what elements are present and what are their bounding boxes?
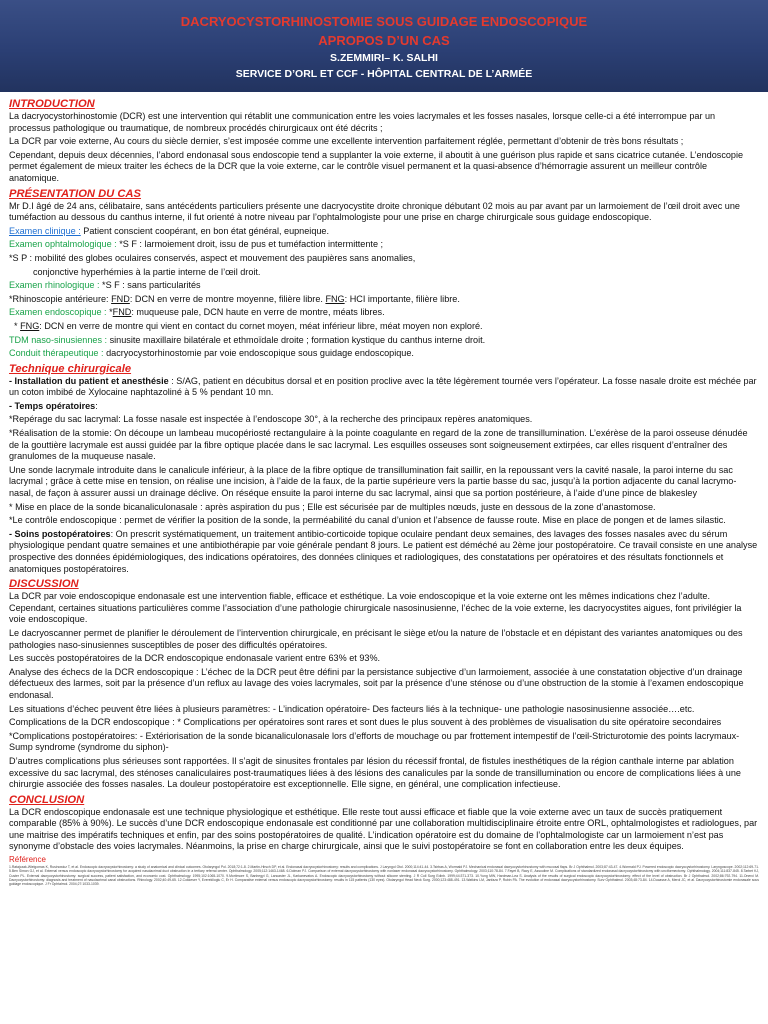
references-list: 1.Ratajczak-Wielgomas K, Rusinowicz T, et al. Endoscopic dacryocystorhinostomy: a study of anatomical and clinical outcomes. Otolaryngol Pol. 2018;72:1-8. 2.Martin-Hirsch DP, et al. Endonasal dacryocystorhinostomy: results and complications. J Laryngol Otol. 2000;114:41-44. 3.Tsirbas A, Wormald PJ. Mechanical endonasal dacryocystorhinostomy with mucosal flaps. Br J Ophthalmol. 2003;87:43-47. 4.Wormald PJ. Powered endoscopic dacryocystorhinostomy. Laryngoscope. 2002;112:69-71. 5.Ben Simon GJ, et al. External versus endoscopic dacryocystorhinostomy for acquired nasolacrimal duct obstruction in a tertiary referral center. Ophthalmology. 2005;112:1463-1468. 6.Dolman PJ. Comparison of external dacryocystorhinostomy with nonlaser endonasal dacryocystorhinostomy. Ophthalmology. 2003;110:78-84. 7.Fayet B, Racy E, Assouline M. Complications of standardized endonasal dacryocystorhinostomy with unciformectomy. Ophthalmology. 2004;111:837-845. 8.Tarbet KJ, Custer PL. External dacryocystorhinostomy: surgical success, patient satisfaction, and economic cost. Ophthalmology. 1995;102:1065-1070. 9.Mortimore S, Banhegyi G, Lancaster JL, Karkanevatos A. Endoscopic dacryocystorhinostomy without silicone stenting. J R Coll Surg Edinb. 1999;44:371-373. 10.Yung MW, Hardman-Lea S. Analysis of the results of surgical endoscopic dacryocystorhinostomy: effect of the level of obstruction. Br J Ophthalmol. 2002;86:792-794. 11.Onerci M. Dacryocystorhinostomy: diagnosis and treatment of nasolacrimal canal obstructions. Rhinology. 2002;40:49-65. 12.Cokkeser Y, Evereklioglu C, Er H. Comparative external versus endoscopic dacryocystorhinostomy: results in 115 patients (130 eyes). Otolaryngol Head Neck Surg. 2000;123:488-491. 13.Watkins LM, Janfaza P, Rubin PA. The evolution of endonasal dacryocystorhinostomy. Surv Ophthalmol. 2003;48:73-84. 14.Ducasse A, Merol JC, et al. Dacryocystorhinostomie endonasale sous guidage endoscopique. J Fr Ophtalmol. 2004;27:1033-1039. bbox=[9, 865, 759, 887]
installation-text: : S/AG, patient en décubitus dorsal et en position proclive avec la tête légèrement tournée vers l’opérateur. La fosse nasale droite est méchée par un coton imbibé de Xylocaine naphtazoliné à 5 % pendant 10 mn. bbox=[9, 375, 757, 398]
fnd-label: FND bbox=[112, 307, 132, 318]
discussion-paragraph-2: Le dacryoscanner permet de planifier le déroulement de l’intervention chirurgicale, en précisant le siège et/ou la nature de l’obstacle et en dépistant des variantes anatomiques ou des pathologies naso-sinusiennes susceptibles de poser des difficultés opératoires. bbox=[9, 627, 743, 650]
soins-postoperatoires bbox=[9, 529, 759, 575]
installation-patient bbox=[9, 376, 759, 399]
endo-fng-bullet: * bbox=[14, 320, 21, 331]
discussion-paragraph-8: D’autres complications plus sérieuses sont rapportées. Il s’agit de sinusites frontales par lésion du récessif frontal, de fistules inesthétiques de la région canthale interne par ablation excessive du sac lacrymal, des sténoses canaliculaires post-traumatiques liées à des lésions des canalicules par la sonde de transillumination ou encore de complications liées à une chirurgie associée des fosses nasales. La douleur postopératoire est exceptionnelle. Elle signe, en général, une complication infectieuse. bbox=[9, 755, 741, 790]
technique-paragraph-2: *Réalisation de la stomie: On découpe un lambeau mucopériosté rectangulaire à la pointe coagulante en regard de la zone de transillumination. L’exérèse de la paroi osseuse dénudée de la gouttière lacrymale est aussi guidée par la fibre optique placée dans le sac lacrymal. Les esquilles osseuses sont soigneusement extirpées, car elles risquent d’entraîner des granulomes de la muqueuse nasale. bbox=[9, 428, 748, 462]
discussion-paragraph-3: Les succès postopératoires de la DCR endoscopique endonasale varient entre 63% et 93%. bbox=[9, 653, 381, 664]
examen-clinique bbox=[9, 226, 759, 238]
section-heading-discussion: DISCUSSION bbox=[9, 578, 79, 591]
discussion-paragraph-7: *Complications postopératoires: - Extériorisation de la sonde bicanaliculonasale lors d’efforts de mouchage ou par frottement intempestif de l’œil-Stricturotomie des points lacrymaux-Sump syndrome (syndrome du siphon)- bbox=[9, 730, 740, 753]
examen-rhino-text: *S F : sans particularités bbox=[99, 280, 201, 291]
poster-header bbox=[0, 0, 768, 92]
examen-rhino-label: Examen rhinologique : bbox=[9, 280, 100, 291]
signes-physiques: *S P : mobilité des globes oculaires conservés, aspect et mouvement des paupières sans anomalies, bbox=[9, 252, 416, 263]
rhinoscopie-anterieure bbox=[9, 294, 759, 306]
authors: S.ZEMMIRI– K. SALHI bbox=[330, 52, 438, 64]
examen-ophtalmo-text: *S F : larmoiement droit, issu de pus et tuméfaction intermittente ; bbox=[116, 239, 384, 250]
section-heading-conclusion: CONCLUSION bbox=[9, 793, 85, 806]
examen-rhino bbox=[9, 280, 759, 292]
technique-paragraph-1: *Repérage du sac lacrymal: La fosse nasale est inspectée à l’endoscope 30°, à la recherche des principaux repères anatomiques. bbox=[9, 414, 533, 425]
endo-bullet: * bbox=[106, 307, 113, 318]
conduit-label: Conduit thérapeutique : bbox=[9, 348, 104, 359]
examen-endo-label: Examen endoscopique : bbox=[9, 307, 107, 318]
discussion-paragraph-5: Les situations d’échec peuvent être liées à plusieurs paramètres: - L’indication opératoire- Des facteurs liés à la technique- une pathologie nasosinusienne associée….etc. bbox=[9, 703, 695, 714]
poster-body bbox=[0, 92, 768, 887]
examen-clinique-text: Patient conscient coopérant, en bon état général, eupneique. bbox=[80, 225, 330, 236]
installation-label: - Installation du patient et anesthésie bbox=[9, 375, 169, 386]
examen-clinique-label: Examen clinique : bbox=[9, 225, 81, 236]
conjonctive-text: conjonctive hyperhémies à la partie interne de l’œil droit. bbox=[33, 266, 261, 277]
poster-subtitle: APROPOS D’UN CAS bbox=[318, 33, 450, 48]
examen-ophtalmo-label: Examen ophtalmologique : bbox=[9, 239, 117, 250]
examen-ophtalmo bbox=[9, 239, 759, 251]
intro-paragraph-1: La dacryocystorhinostomie (DCR) est une intervention qui rétablit une communication entre les voies lacrymales et les fosses nasales, lorsque celle-ci a été interrompue par un processus pathologique ou traumatique, de nombreux procédés chirurgicaux ont été décrits ; bbox=[9, 111, 716, 133]
rhinoscopie-label: *Rhinoscopie antérieure: bbox=[9, 293, 112, 304]
section-heading-cas: PRÉSENTATION DU CAS bbox=[9, 187, 141, 200]
cas-paragraph-1: Mr D.I âgé de 24 ans, célibataire, sans antécédents particuliers présente une dacryocystite droite chronique débutant 02 mois au par avant par un larmoiement de l’œil droit avec une tuméfaction au dessous du canthus interne, il fut orienté à notre niveau par l’ophtalmologiste pour une prise en charge chirurgicale sous guidage endoscopique. bbox=[9, 200, 740, 223]
intro-paragraph-3: Cependant, depuis deux décennies, l’abord endonasal sous endoscopie tend a supplanter la voie externe, il aboutit à une guérison plus rapide et sans cicatrice cutanée. L’endoscopie permet également de mieux traiter les échecs de la DCR que la voie externe, car le contrôle visuel permanent et la quasi-absence d’hémorragie assurent un meilleur contrôle anatomique. bbox=[9, 149, 744, 183]
temps-label: - Temps opératoires bbox=[9, 400, 96, 411]
soins-label: - Soins postopératoires bbox=[9, 528, 111, 539]
endo-fng bbox=[9, 321, 759, 333]
references-heading: Référence bbox=[9, 855, 46, 865]
discussion-paragraph-6: Complications de la DCR endoscopique : * Complications per opératoires sont rares et sont dues le plus souvent à des problèmes de visualisation du site opératoire secondaires bbox=[9, 717, 722, 728]
conclusion-paragraph: La DCR endoscopique endonasale est une technique physiologique et esthétique. Elle reste tout aussi efficace et fiable que la voie externe avec un taux de succès pratiquement comparable (85% à 90%). Le succès d’une DCR endoscopique endonasale est conditionné par une collaboration multidisciplinaire étroite entre ORL, ophtalmologistes et radiologues, par une maitrise des impératifs techniques et enfin, par des soins postopératoires de qualité. L’indication opératoire est du domaine de l’ophtalmologiste car un larmoiement n’est pas synonyme d’obstacle des voies lacrymales. Néanmoins, la prise en charge chirurgicale, ainsi que le suivi postopératoire se font en collaboration entre les deux équipes. bbox=[9, 806, 758, 852]
section-heading-technique: Technique chirurgicale bbox=[9, 362, 132, 375]
section-heading-introduction: INTRODUCTION bbox=[9, 98, 95, 110]
fng-text: : HCI importante, filière libre. bbox=[344, 293, 460, 304]
conduit-therapeutique bbox=[9, 348, 759, 360]
technique-paragraph-4: * Mise en place de la sonde bicanaliculonasale : après aspiration du pus ; Elle est sécurisée par de multiples nœuds, juste en dessous de la zone d’anastomose. bbox=[9, 501, 656, 512]
endo-fng-text: : DCN en verre de montre qui vient en contact du cornet moyen, méat inférieur libre, méat moyen non exploré. bbox=[39, 320, 483, 331]
fnd-text: : DCN en verre de montre moyenne, filière libre. bbox=[129, 293, 326, 304]
tdm-text: sinusite maxillaire bilatérale et ethmoïdale droite ; formation kystique du canthus interne droit. bbox=[107, 334, 486, 345]
tdm-label: TDM naso-sinusiennes : bbox=[9, 334, 108, 345]
endo-fnd-text: : muqueuse pale, DCN haute en verre de montre, méats libres. bbox=[131, 307, 385, 318]
fng-label: FNG bbox=[325, 293, 345, 304]
discussion-paragraph-1: La DCR par voie endoscopique endonasale est une intervention fiable, efficace et esthétique. La voie endoscopique et la voie externe ont les mêmes indications chez l’adulte. Cependant, certaines situations particulières comme l’association d’une pathologie chirurgicale nasosinusienne, l’échec de la voie externe, les dacryocystites aigues, font privilégier la voie endoscopique. bbox=[9, 591, 742, 625]
tdm-naso-sinusiennes bbox=[9, 335, 759, 347]
poster-title: DACRYOCYSTORHINOSTOMIE SOUS GUIDAGE ENDOSCOPIQUE bbox=[180, 14, 588, 29]
temps-operatoires bbox=[9, 401, 759, 413]
intro-paragraph-2: La DCR par voie externe, Au cours du siècle dernier, s’est imposée comme une excellente intervention parfaitement réglée, permettant d’obtenir de très bons résultats ; bbox=[9, 136, 684, 147]
examen-endoscopique bbox=[9, 307, 759, 319]
conduit-text: dacryocystorhinostomie par voie endoscopique sous guidage endoscopique. bbox=[103, 348, 414, 359]
fng-label: FNG bbox=[20, 320, 40, 331]
soins-text: : On prescrit systématiquement, un traitement antibio-corticoide topique oculaire pendant deux semaines, des lavages des fosses nasales avec du sérum physiologique pendant quatre semaines et une antibiothérapie par voie générale pendant 8 jours. Le patient est déméché au 2ème jour postopératoire. Ce travail consiste en une analyse prospective des données épidémiologiques, des indications opératoires, des données cliniques et radiologiques, des constatations per opératoires et des résultats fonctionnels et anatomiques postopératoires. bbox=[9, 528, 758, 574]
technique-paragraph-5: *Le contrôle endoscopique : permet de vérifier la position de la sonde, la perméabilité du canal d’union et l’absence de fausse route. Mise en place de pongen et de lames silastic. bbox=[9, 515, 726, 526]
temps-colon: : bbox=[95, 400, 98, 411]
discussion-paragraph-4: Analyse des échecs de la DCR endoscopique : L’échec de la DCR peut être défini par la persistance subjective d’un larmoiement, associée à une constatation objective d’un drainage défectueux des larmes, soit par la présence d’un reflux au lavage des voies lacrymales, soit par la présence d’une sténose ou d’une obstruction de la stomie à l’examen endoscopique endonasal. bbox=[9, 666, 744, 700]
service-affiliation: SERVICE D’ORL ET CCF - HÔPITAL CENTRAL DE L’ARMÉE bbox=[235, 68, 533, 80]
fnd-label: FND bbox=[111, 293, 130, 304]
technique-paragraph-3: Une sonde lacrymale introduite dans le canalicule inférieur, à la place de la fibre optique de transillumination fait saillir, en la repoussant vers la cavité nasale, la paroi interne du sac lacrymal ; grâce à cette mise en tension, on réalise une incision, à l’aide de la faux, de la partie supérieure vers la partie basse du sac, jusqu’à la portion adjacente du canal lacrymo-nasal, de façon à assurer aussi un drainage déclive. On réséque ensuite la paroi interne du sac lacrymal, ainsi que sa portion postérieure, à l’aide d’une pince de blakesley bbox=[9, 464, 737, 499]
